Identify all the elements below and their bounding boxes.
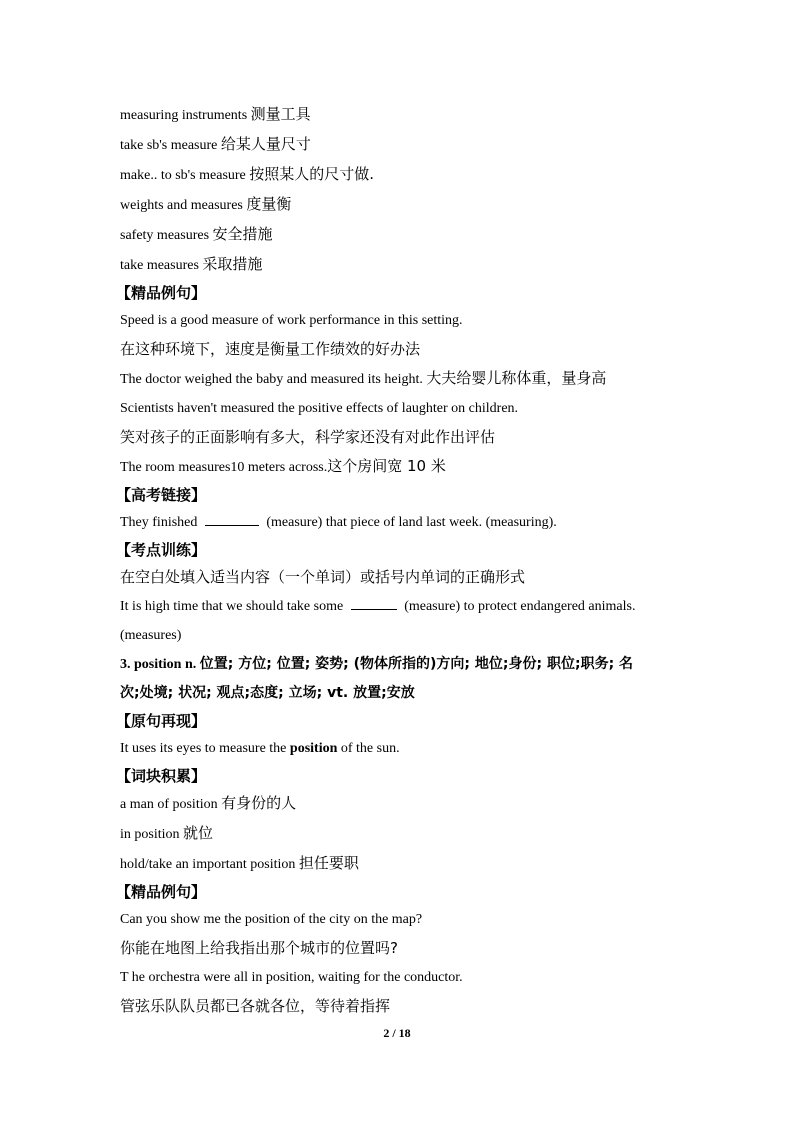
phrase-line — [120, 100, 720, 130]
phrase-en: safety measures — [120, 228, 213, 243]
page-number: 2 / 18 — [383, 1026, 411, 1040]
answer-blank[interactable] — [351, 597, 397, 610]
original-before: It uses its eyes to measure the — [120, 741, 290, 756]
original-after: of the sun. — [337, 741, 400, 756]
example-sentence-en: Speed is a good measure of work performance in this setting. — [120, 313, 463, 328]
original-sentence — [120, 734, 720, 763]
entry-line-2 — [120, 679, 720, 708]
word-entry-position — [120, 650, 720, 708]
phrase-zh: 担任要职 — [298, 854, 359, 872]
phrase-line — [120, 789, 720, 819]
phrase-zh: 采取措施 — [202, 255, 263, 273]
phrase-zh: 有身份的人 — [221, 794, 297, 812]
phrase-zh: 度量衡 — [246, 195, 292, 213]
training-instruction: 在空白处填入适当内容（一个单词）或括号内单词的正确形式 — [120, 568, 526, 586]
example-sentence-zh: 管弦乐队队员都已各就各位，等待着指挥 — [120, 997, 391, 1015]
phrase-en: in position — [120, 827, 184, 842]
entry-definitions: 位置; 方位; 位置; 姿势; (物体所指的)方向; 地位;身份; 职位;职务; 名 — [199, 656, 634, 672]
example-zh: 这个房间宽 10 米 — [327, 457, 446, 475]
phrase-zh: 按照某人的尺寸做. — [249, 165, 375, 183]
training-question — [120, 592, 720, 621]
phrase-en: take measures — [120, 258, 203, 273]
gaokao-question — [120, 508, 720, 537]
gaokao-text-after: (measure) that piece of land last week. (measuring). — [262, 515, 557, 530]
section-heading-chunks: 【词块积累】 — [116, 767, 207, 785]
phrase-line — [120, 250, 720, 280]
section-heading-training: 【考点训练】 — [116, 541, 207, 559]
entry-line-1 — [120, 650, 720, 679]
example-zh: 大夫给婴儿称体重，量身高 — [426, 369, 607, 387]
example-sentence-zh: 你能在地图上给我指出那个城市的位置吗? — [120, 939, 398, 957]
phrase-zh: 测量工具 — [250, 105, 311, 123]
example-en: The room measures10 meters across. — [120, 460, 328, 475]
phrase-en: take sb's measure — [120, 138, 221, 153]
training-answer: (measures) — [120, 628, 182, 643]
page-content — [116, 100, 720, 1021]
phrase-zh: 就位 — [183, 824, 214, 842]
phrase-line — [120, 190, 720, 220]
phrase-en: a man of position — [120, 797, 222, 812]
phrase-line — [120, 849, 720, 879]
example-sentence-pair — [120, 452, 720, 482]
phrase-line — [120, 130, 720, 160]
phrase-en: measuring instruments — [120, 108, 251, 123]
phrase-zh: 给某人量尺寸 — [220, 135, 311, 153]
phrase-zh: 安全措施 — [212, 225, 273, 243]
phrase-line — [120, 160, 720, 190]
phrase-en: hold/take an important position — [120, 857, 299, 872]
example-sentence-en: T he orchestra were all in position, waiting for the conductor. — [120, 970, 463, 985]
example-en: The doctor weighed the baby and measured its height. — [120, 372, 427, 387]
section-heading-original: 【原句再现】 — [116, 712, 207, 730]
training-text-after: (measure) to protect endangered animals. — [400, 599, 636, 614]
gaokao-text-before: They finished — [120, 515, 201, 530]
phrase-line — [120, 819, 720, 849]
section-heading-gaokao: 【高考链接】 — [116, 486, 207, 504]
phrase-en: make.. to sb's measure — [120, 168, 250, 183]
entry-definitions-cont: 次;处境; 状况; 观点;态度; 立场; vt. 放置;安放 — [120, 685, 415, 701]
section-heading-examples: 【精品例句】 — [116, 284, 207, 302]
phrase-line — [120, 220, 720, 250]
section-heading-examples: 【精品例句】 — [116, 883, 207, 901]
answer-blank[interactable] — [205, 513, 259, 526]
example-sentence-zh: 在这种环境下，速度是衡量工作绩效的好办法 — [120, 340, 421, 358]
example-sentence-pair — [120, 364, 720, 394]
example-sentence-zh: 笑对孩子的正面影响有多大，科学家还没有对此作出评估 — [120, 428, 496, 446]
example-sentence-en: Scientists haven't measured the positive effects of laughter on children. — [120, 401, 519, 416]
example-sentence-en: Can you show me the position of the city on the map? — [120, 912, 423, 927]
entry-headword: 3. position n. — [120, 657, 200, 672]
phrase-en: weights and measures — [120, 198, 247, 213]
original-keyword: position — [289, 741, 338, 756]
training-text-before: It is high time that we should take some — [120, 599, 347, 614]
